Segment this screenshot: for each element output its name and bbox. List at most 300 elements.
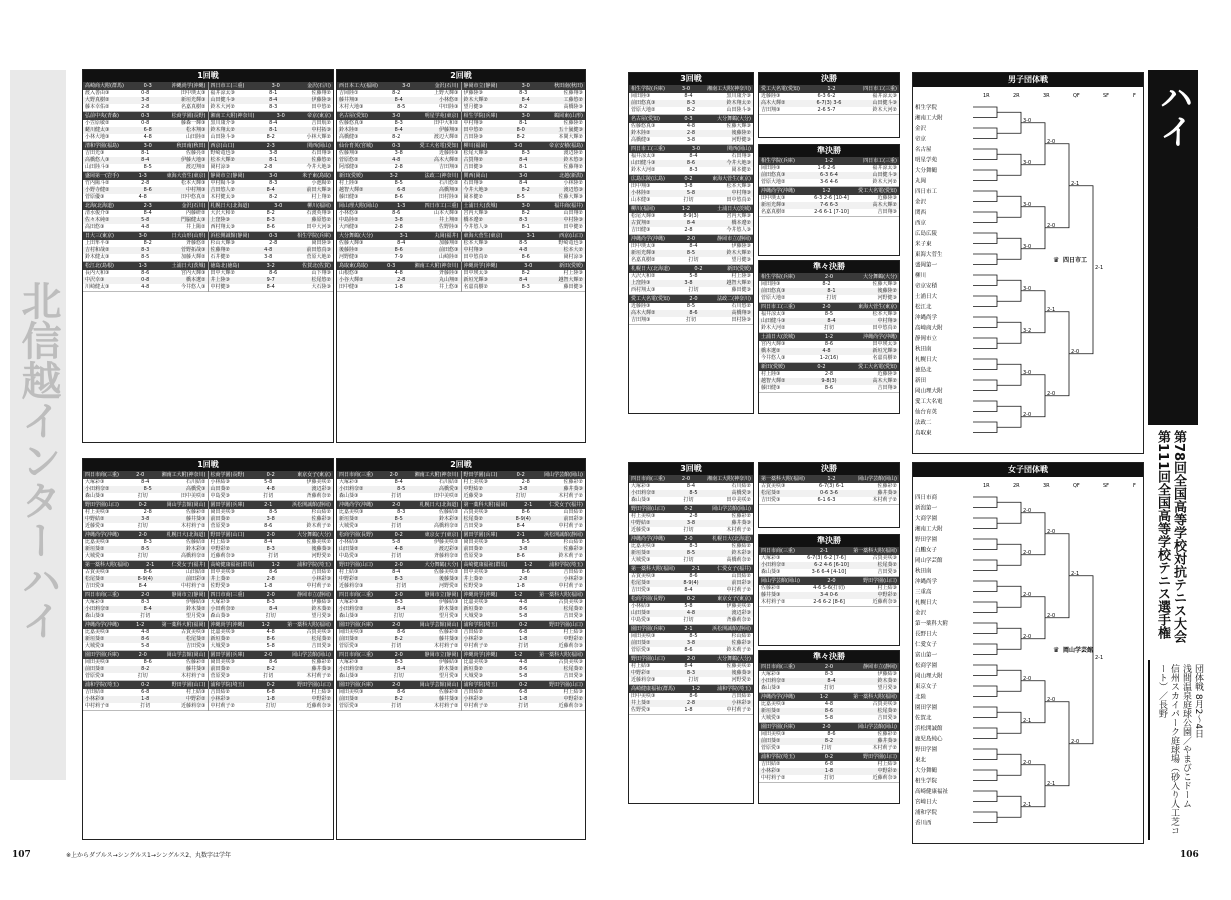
match-table — [83, 262, 208, 292]
match-row — [759, 678, 899, 685]
match-score: 3-0 — [681, 86, 691, 92]
player-right: 石川結② — [186, 479, 206, 485]
match-score: 2-0 — [686, 236, 696, 242]
player-left: 大塚彩③ — [210, 599, 230, 605]
game-score: 8-3 — [394, 576, 403, 582]
game-score: 8-6 — [143, 187, 152, 193]
player-right: 佐藤美咲② — [306, 539, 331, 545]
bracket-line — [997, 502, 1021, 523]
player-right: 後藤葵③ — [439, 576, 459, 582]
match-row — [629, 123, 753, 130]
player-left: 新垣葵② — [85, 636, 105, 642]
game-score: 8-3 — [689, 167, 698, 173]
game-score: 8-2 — [521, 270, 530, 276]
player-right: 井上陽② — [186, 224, 206, 230]
player-left: 小林悠③ — [339, 210, 359, 216]
player-left: 野崎竜也③ — [210, 150, 235, 156]
match-table — [629, 595, 753, 625]
player-left: 前田葵② — [210, 666, 230, 672]
game-score: 8-3 — [397, 509, 406, 515]
game-score: 8-4 — [519, 157, 528, 163]
player-left: 古賀翔② — [631, 220, 651, 226]
girls-bracket-title: 女子団体戦 — [913, 463, 1143, 477]
player-left: 村上結③ — [631, 663, 651, 669]
player-left: 中村健③ — [210, 284, 230, 290]
player-right: 山田翔② — [563, 210, 583, 216]
match-header — [209, 621, 334, 629]
player-left: 近藤愛③ — [631, 527, 651, 533]
bracket-team: 秋田南 — [915, 568, 932, 575]
match-header — [83, 202, 208, 210]
player-right: 望月健③ — [731, 257, 751, 263]
team-right: 岡山学芸館(岡山) — [858, 476, 897, 482]
player-right: 伊藤大地③ — [181, 157, 206, 163]
player-right: 工藤悠② — [563, 97, 583, 103]
match-row — [209, 247, 334, 254]
bracket-team: 新潟第一 — [915, 505, 938, 512]
player-right: 佐藤彩② — [439, 689, 459, 695]
bracket-team: 名古屋 — [915, 147, 932, 153]
team-left: 西日本工大(福岡) — [339, 83, 378, 89]
player-right: 岡本健② — [731, 167, 751, 173]
match-row — [209, 150, 334, 157]
game-score: 8-4 — [689, 243, 698, 249]
match-table — [462, 232, 586, 262]
player-left: 菅原愛③ — [339, 703, 359, 709]
match-row — [209, 583, 334, 590]
player-left: 森山葵③ — [210, 613, 230, 619]
game-score: 8-4 — [269, 120, 278, 126]
match-table — [462, 112, 586, 142]
player-left: 小田莉奈② — [339, 666, 364, 672]
player-left: 吉田光③ — [85, 150, 105, 156]
game-score: 打切 — [821, 745, 832, 751]
match-score: 0-2 — [138, 502, 147, 508]
player-left: 大城愛③ — [631, 557, 651, 563]
game-score: 打切 — [823, 325, 834, 331]
player-right: 佐藤彩② — [186, 509, 206, 515]
player-left: 石田翔③ — [463, 180, 483, 186]
match-header — [629, 265, 753, 273]
boys-round1-title: 1回戦 — [83, 70, 333, 82]
player-left: 鈴木翔太② — [210, 127, 235, 133]
game-score: 8-6 — [394, 194, 403, 200]
game-score: 8-5 — [689, 490, 698, 496]
match-row — [83, 240, 208, 247]
match-row — [209, 673, 334, 680]
team-right: 福井商(福井) — [554, 203, 583, 209]
match-row — [209, 157, 334, 164]
match-row — [337, 516, 461, 523]
player-right: 山本大輝③ — [434, 210, 459, 216]
player-right: 山田結② — [563, 509, 583, 515]
match-row — [462, 479, 586, 486]
player-left: 古賀美咲③ — [631, 573, 656, 579]
match-row — [462, 583, 586, 590]
player-right: 小林彩③ — [311, 576, 331, 582]
game-score: 5-8 — [519, 673, 528, 679]
game-score: 3-8 — [686, 520, 696, 526]
match-score: 3-0 — [691, 146, 701, 152]
game-score: 6-2 4-6 [6-10] — [814, 562, 849, 568]
match-header — [337, 82, 461, 90]
game-score: 8-6 — [143, 659, 152, 665]
bracket-score: 3-0 — [1023, 243, 1032, 250]
match-row — [759, 775, 899, 782]
team-right: 岡山学芸館(岡山) — [858, 724, 897, 730]
bracket-line — [1021, 375, 1045, 417]
boys-bracket-svg — [913, 87, 1143, 451]
player-right: 松本翔③ — [186, 127, 206, 133]
match-table — [462, 531, 586, 561]
match-row — [759, 497, 899, 504]
player-right: 佐藤彩② — [563, 479, 583, 485]
game-score: 8-1 — [519, 120, 528, 126]
game-score: 8-6 — [824, 341, 834, 347]
match-row — [629, 227, 753, 234]
team-right: 浜松開誠館(静岡) — [292, 502, 331, 508]
player-right: 佐藤亮② — [186, 150, 206, 156]
boys-final-list — [759, 85, 899, 115]
team-left: 西京(山口) — [210, 143, 235, 149]
game-score: 2-8 — [684, 227, 693, 233]
team-left: 鳥取東(鳥取) — [339, 263, 368, 269]
player-right: 宮内大輝③ — [726, 213, 751, 219]
match-header — [83, 651, 208, 659]
player-right: 福井涼太③ — [872, 93, 897, 99]
match-table — [337, 591, 461, 621]
match-row — [83, 509, 208, 516]
player-left: 中村莉子② — [761, 775, 786, 781]
player-right: 村上結③ — [311, 689, 331, 695]
match-row — [337, 157, 461, 164]
player-left: 比嘉美咲③ — [85, 539, 110, 545]
game-score: 8-4 — [397, 240, 406, 246]
match-score: 3-2 — [266, 263, 275, 269]
boys-bracket-title: 男子団体戦 — [913, 73, 1143, 87]
game-score: 8-6 — [689, 693, 698, 699]
match-row — [759, 202, 899, 209]
player-left: 大城愛③ — [210, 643, 230, 649]
player-left: 杉山大輝③ — [210, 240, 235, 246]
game-score: 8-4 — [397, 666, 406, 672]
player-right: 河野愛② — [731, 677, 751, 683]
match-row — [629, 700, 753, 707]
player-right: 高橋莉奈② — [434, 523, 459, 529]
player-left: 吉田悠人② — [210, 187, 235, 193]
team-left: 静岡市立(静岡) — [210, 173, 245, 179]
player-right: 近藤陸③ — [877, 195, 897, 201]
match-header — [83, 172, 208, 180]
player-left: 後藤陸② — [339, 247, 359, 253]
bracket-team: 法政二 — [915, 420, 932, 426]
bracket-team: 長野日大 — [915, 631, 938, 638]
game-score: 8-4 — [394, 127, 403, 133]
match-header — [629, 235, 753, 243]
match-row — [337, 493, 461, 500]
match-header — [209, 531, 334, 539]
game-score: 4-8 — [519, 659, 528, 665]
game-score: 2-6 6-2 [8-6] — [813, 599, 845, 605]
game-score: 8-4 — [827, 318, 836, 324]
player-left: 大塚彩③ — [631, 483, 651, 489]
player-right: 後藤葵③ — [731, 670, 751, 676]
player-left: 近藤陸③ — [761, 93, 781, 99]
match-row — [83, 516, 208, 523]
team-right: 金沢(石川) — [181, 203, 206, 209]
player-left: 宮内大輝③ — [463, 210, 488, 216]
match-score: 2-0 — [689, 296, 698, 302]
match-row — [209, 127, 334, 134]
player-left: 田中悠真② — [463, 254, 488, 260]
round-label: QF — [1073, 93, 1080, 99]
girls-round1-block — [82, 458, 334, 840]
match-row — [83, 696, 208, 703]
team-right: 大分舞鶴(大分) — [717, 656, 751, 662]
game-score: 8-5 — [397, 486, 406, 492]
player-left: 木村健太③ — [210, 194, 235, 200]
player-left: 小林彩③ — [85, 696, 105, 702]
player-right: 佐藤陸② — [563, 120, 583, 126]
match-table — [209, 531, 334, 561]
team-right: 湘南工大附(神奈川) — [707, 476, 751, 482]
team-right: 丸岡(福井) — [434, 233, 459, 239]
game-score: 2-8 — [824, 371, 834, 377]
match-row — [759, 93, 899, 100]
match-table — [209, 202, 334, 232]
match-header — [83, 262, 208, 270]
bracket-line — [973, 518, 997, 529]
boys-team-bracket — [912, 72, 1144, 454]
match-table — [629, 295, 753, 325]
game-score: 4-8 — [141, 629, 150, 635]
match-score: 1-2 — [271, 562, 280, 568]
player-left: 吉田翔③ — [631, 317, 651, 323]
player-right: 今井大地③ — [726, 160, 751, 166]
match-row — [462, 493, 586, 500]
match-row — [462, 553, 586, 560]
round-label: 1R — [983, 483, 990, 489]
game-score: 8-5 — [394, 180, 403, 186]
match-row — [629, 520, 753, 527]
player-right: 斉藤陸③ — [439, 270, 459, 276]
bracket-score: 2-0 — [1047, 390, 1056, 397]
team-right: 愛工大名電(愛知) — [419, 143, 459, 149]
player-right: 望月愛③ — [439, 613, 459, 619]
player-left: 小林大地③ — [85, 134, 110, 140]
bracket-score: 2-0 — [1047, 222, 1056, 229]
bracket-score: 3-0 — [1023, 285, 1032, 292]
game-score: 8-5 — [394, 516, 403, 522]
match-header — [337, 202, 461, 210]
match-table — [462, 82, 586, 112]
match-score: 1-2 — [824, 158, 834, 164]
team-left: 松商学園(長野) — [631, 596, 665, 602]
girls-round1-columns — [83, 471, 333, 711]
match-score: 2-0 — [392, 502, 401, 508]
player-left: 田中瑛太③ — [463, 270, 488, 276]
bracket-line — [973, 317, 997, 328]
player-left: 前田葵② — [631, 640, 651, 646]
player-right: 木村莉子② — [434, 703, 459, 709]
match-table — [629, 235, 753, 265]
match-table — [629, 145, 753, 175]
player-left: 吉田愛③ — [85, 583, 105, 589]
match-row — [337, 606, 461, 613]
player-left: 村上結③ — [210, 539, 230, 545]
match-row — [759, 295, 899, 302]
player-right: 石渡英翔③ — [306, 210, 331, 216]
player-right: 小林大輝② — [306, 134, 331, 140]
player-left: 吉村和哉② — [85, 247, 110, 253]
player-right: 佐藤彩② — [877, 731, 897, 737]
match-row — [629, 550, 753, 557]
match-row — [83, 539, 208, 546]
game-score: 2-8 — [143, 509, 152, 515]
team-right: 東海大菅生(東京) — [166, 173, 206, 179]
player-right: 山田健斗③ — [872, 100, 897, 106]
game-score: 1-8 — [141, 696, 150, 702]
bracket-line — [1021, 123, 1045, 165]
player-left: 村上美咲③ — [463, 479, 488, 485]
team-right: 岡山学芸館(岡山) — [166, 502, 206, 508]
team-left: 静岡市立(静岡) — [463, 83, 498, 89]
bracket-line — [973, 233, 997, 244]
game-score: 8-2 — [269, 194, 278, 200]
player-right: 村上陸③ — [563, 270, 583, 276]
team-left: 相生学院(兵庫) — [631, 86, 665, 92]
player-left: 井上陸③ — [210, 277, 230, 283]
game-score: 4-8 — [394, 546, 403, 552]
player-right: 佐藤美咲② — [726, 663, 751, 669]
game-score: 8-6 — [686, 160, 696, 166]
bracket-line — [973, 539, 997, 550]
match-row — [83, 553, 208, 560]
game-score: 2-8 — [141, 104, 150, 110]
match-row — [759, 341, 899, 348]
match-row — [83, 493, 208, 500]
player-right: 伊藤美咲② — [306, 479, 331, 485]
game-score: 打切 — [140, 703, 151, 709]
player-left: 松本大輝③ — [463, 240, 488, 246]
game-score: 8-4 — [143, 210, 152, 216]
player-left: 中島愛③ — [631, 617, 651, 623]
match-table — [462, 202, 586, 232]
team-left: 松商学園(長野) — [339, 532, 373, 538]
game-score: 3-4 0-6 — [820, 592, 838, 598]
player-left: 前田悠真③ — [631, 100, 656, 106]
team-right: 土浦日大(茨城) — [171, 263, 206, 269]
team-right: 帝京安積(福島) — [549, 143, 583, 149]
player-left: 藤井翔③ — [339, 97, 359, 103]
player-left: 高田悠③ — [85, 224, 105, 230]
match-row — [629, 130, 753, 137]
match-score: 1-2 — [261, 622, 270, 628]
team-right: 帝京(東京) — [307, 113, 331, 119]
game-score: 打切 — [823, 685, 834, 691]
player-left: 中野結② — [463, 486, 483, 492]
match-row — [337, 539, 461, 546]
game-score: 打切 — [137, 493, 148, 499]
player-left: 大城愛③ — [761, 715, 781, 721]
team-right: 愛工大名電(愛知) — [858, 364, 897, 370]
match-row — [209, 104, 334, 111]
match-row — [629, 490, 753, 497]
girls-quarterfinal-title: 準々決勝 — [759, 651, 899, 663]
game-score: 打切 — [391, 643, 402, 649]
player-right: 松尾葵② — [563, 666, 583, 672]
team-left: 柳川(福岡) — [463, 143, 488, 149]
player-left: 山田葵② — [210, 486, 230, 492]
game-score: 8-6 — [269, 270, 278, 276]
match-table — [629, 685, 753, 715]
match-header — [629, 115, 753, 123]
player-left: 小田莉奈② — [339, 606, 364, 612]
match-header — [759, 333, 899, 341]
match-score: 2-0 — [824, 274, 834, 280]
player-right: 松尾葵② — [877, 562, 897, 568]
game-score: 2-8 — [686, 130, 696, 136]
player-left: 名嘉真樹② — [631, 257, 656, 263]
match-column — [462, 82, 586, 292]
player-left: 中村翔③ — [463, 120, 483, 126]
girls-round2-columns — [337, 471, 585, 711]
match-row — [337, 180, 461, 187]
match-row — [629, 527, 753, 534]
team-left: 土浦日大(茨城) — [463, 203, 498, 209]
game-score: 8-3 — [686, 670, 696, 676]
match-row — [759, 318, 899, 325]
match-row — [209, 210, 334, 217]
match-score: 3-0 — [524, 263, 533, 269]
game-score: 8-1 — [269, 157, 278, 163]
player-right: 鈴木莉子② — [306, 523, 331, 529]
team-left: 沖縄尚学(沖縄) — [761, 188, 795, 194]
sidebar-info-1: 団体戦 8月2〜4日 — [1193, 664, 1203, 739]
match-row — [83, 247, 208, 254]
game-score: 8-2 — [822, 281, 831, 287]
player-right: 高橋愛③ — [731, 490, 751, 496]
team-left: 四日市工(三重) — [761, 304, 795, 310]
player-left: 佐藤大輝③ — [339, 240, 364, 246]
match-row — [209, 569, 334, 576]
match-score: 0-3 — [392, 143, 401, 149]
game-score: 3-6 4-6 — [820, 179, 838, 185]
match-score: 3-1 — [399, 233, 408, 239]
game-score: 打切 — [685, 317, 696, 323]
player-right: 鈴木彩③ — [439, 516, 459, 522]
game-score: 2-6 5-7 — [817, 107, 836, 113]
match-score: 0-2 — [694, 266, 703, 272]
game-score: 8-4 — [392, 569, 401, 575]
game-score: 8-1 — [269, 127, 278, 133]
player-left: 新垣葵② — [631, 550, 651, 556]
player-right: 宮内大輝③ — [181, 270, 206, 276]
player-left: 森山葵③ — [339, 673, 359, 679]
player-right: 望月愛③ — [877, 685, 897, 691]
match-score: 1-2 — [691, 686, 701, 692]
player-right: 望月愛③ — [311, 613, 331, 619]
game-score: 打切 — [683, 497, 694, 503]
match-row — [629, 317, 753, 324]
match-row — [462, 666, 586, 673]
player-right: 山田結② — [731, 573, 751, 579]
player-right: 中野彩② — [877, 592, 897, 598]
bracket-team: 広島広陵 — [915, 231, 938, 237]
match-row — [462, 180, 586, 187]
match-row — [209, 636, 334, 643]
game-score: 1-8 — [266, 696, 275, 702]
